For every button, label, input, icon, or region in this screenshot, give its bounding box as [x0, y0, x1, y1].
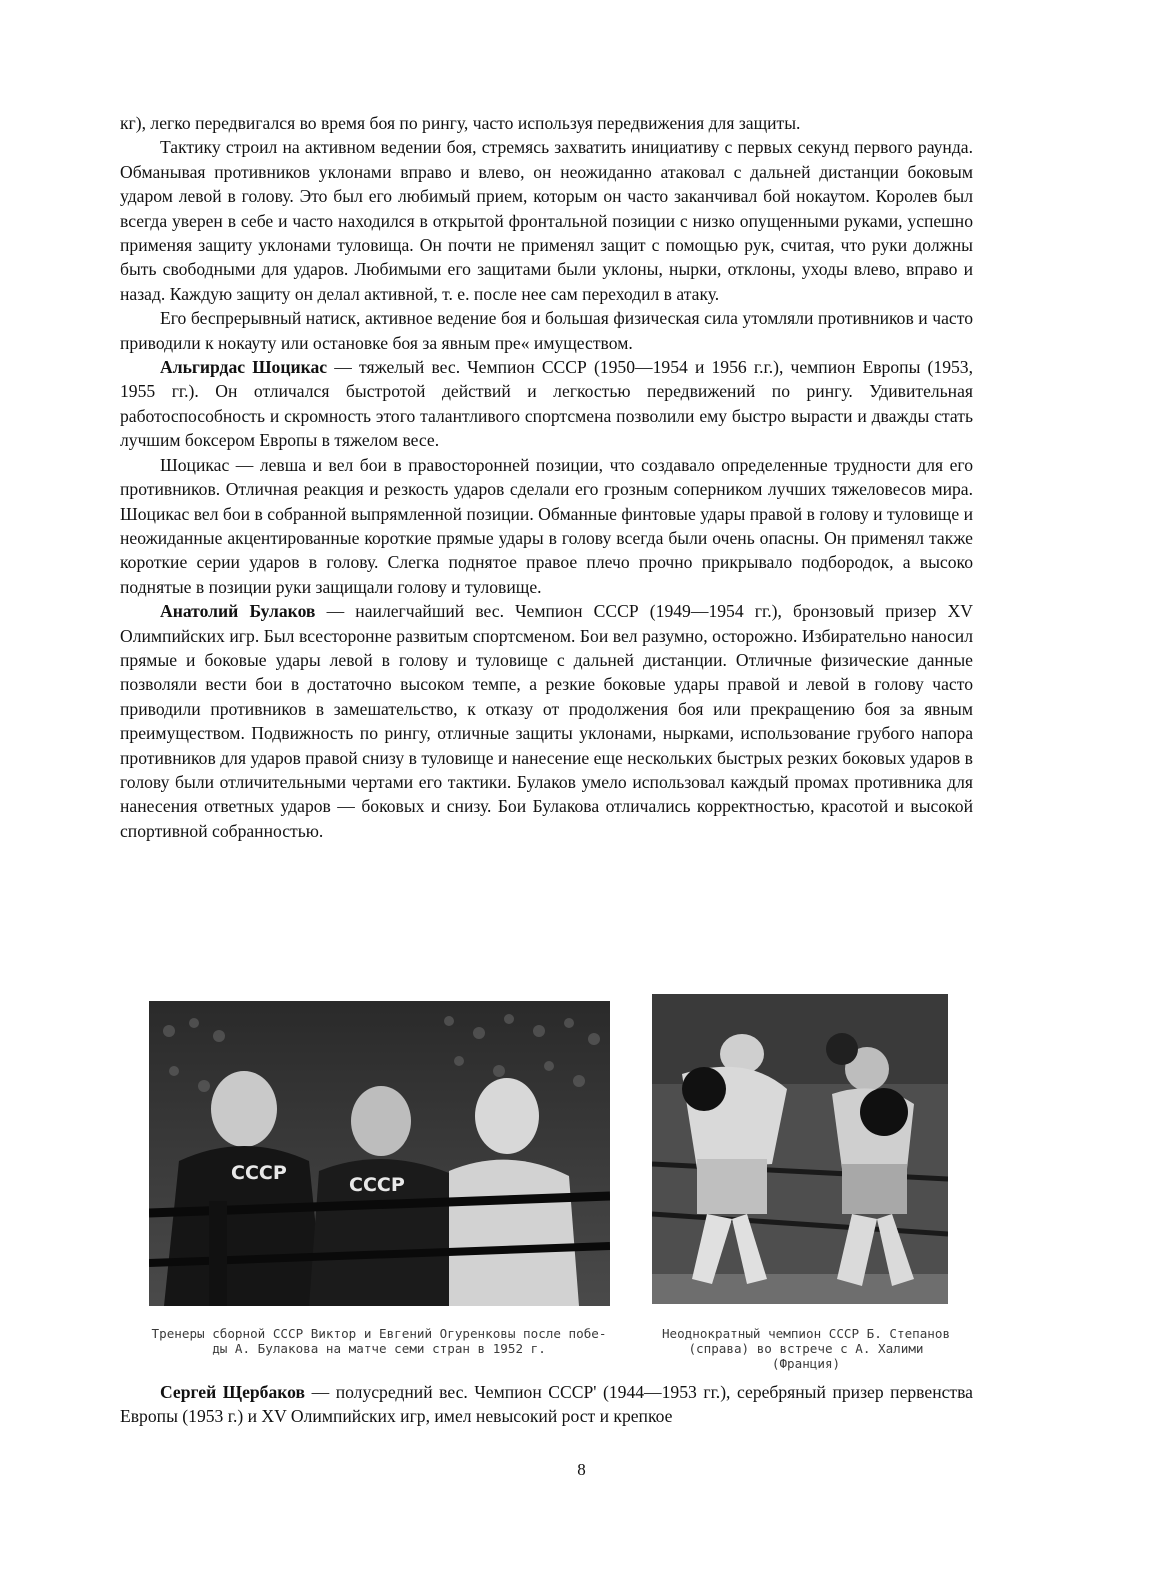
boxer-name-bulakov: Анатолий Булаков: [160, 601, 316, 622]
coaches-photo: [149, 1001, 610, 1306]
jersey-text-left: СССР: [231, 1162, 287, 1184]
boxer-name-shotsikas: Альгирдас Шоцикас: [160, 357, 328, 378]
coaches-photo-caption: Тренеры сборной СССР Виктор и Евгений Огуренковы после побе- ды А. Булакова на матче семи стран в 1952 г.: [151, 1326, 607, 1356]
paragraph-1: кг), легко передвигался во время боя по рингу, часто используя передвижения для защиты.: [120, 113, 801, 133]
bottom-text: [120, 1380, 973, 1429]
page-number: 8: [577, 1460, 586, 1479]
main-text: [120, 111, 973, 843]
paragraph-bulakov: Анатолий Булаков — наилегчайший вес. Чемпион СССР (1949—1954 гг.), бронзовый призер XV Олимпийских игр. Был всесторонне развитым спортсменом. Бои вел разумно, осторожно. Избирательно наносил прямые и боковые удары левой в голову и туловище с дальней дистанции. Отличные физические данные позволяли вести бои в достаточно высоком темпе, а резкие боковые удары правой и левой в голову часто приводили противников в замешательство, к отказу от продолжения боя или прекращению боя за явным преимуществом. Подвижность по рингу, отличные защиты уклонами, нырками, использование грубого напора противников для ударов правой снизу в туловище и нанесение еще нескольких быстрых резких боковых ударов в голову были отличительными чертами его тактики. Булаков умело использовал каждый промах противника для нанесения ответных ударов — боковых и снизу. Бои Булакова отличались корректностью, красотой и высокой спортивной собранностью.: [120, 601, 974, 841]
paragraph-5: Шоцикас — левша и вел бои в правосторонней позиции, что создавало определенные трудности для его противников. Отличная реакция и резкость ударов сделали его грозным соперником лучших тяжеловесов мира. Шоцикас вел бои в собранной выпрямленной позиции. Обманные финтовые удары правой в голову и туловище и неожиданные акцентированные короткие прямые удары в голову всегда были очень опасны. Он применял также короткие серии ударов в голову. Слегка поднятое правое плечо прочно прикрывало подбородок, а высоко поднятые в позиции руки защищали голову и туловище.: [120, 454, 973, 597]
paragraph-3: Его беспрерывный натиск, активное ведение боя и большая физическая сила утомляли противников и часто приводили к нокауту или остановке боя за явным пре« имуществом.: [120, 308, 973, 353]
jersey-text-right: СССР: [349, 1174, 405, 1196]
boxer-name-shcherbakov: Сергей Щербаков: [160, 1382, 306, 1402]
boxing-match-photo-caption: Неоднократный чемпион СССР Б. Степанов (справа) во встрече с А. Халими (Франция): [661, 1326, 951, 1371]
boxing-match-photo: [652, 994, 948, 1304]
paragraph-shotsikas: Альгирдас Шоцикас — тяжелый вес. Чемпион СССР (1950—1954 и 1956 г.г.), чемпион Европы (1953, 1955 гг.). Он отличался быстротой действий и легкостью передвижений по рингу. Удивительная работоспособность и скромность этого талантливого спортсмена позволили ему быстро вырасти и дважды стать лучшим боксером Европы в тяжелом весе.: [120, 357, 973, 451]
paragraph-2: Тактику строил на активном ведении боя, стремясь захватить инициативу с первых секунд первого раунда. Обманывая противников уклонами вправо и влево, он неожиданно атаковал с дальней дистанции боковым ударом левой в голову. Это был его любимый прием, которым он часто заканчивал бой нокаутом. Королев был всегда уверен в себе и часто находился в открытой фронтальной позиции с низко опущенными руками, успешно применяя защиту уклонами туловища. Он почти не применял защит с помощью рук, считая, что руки должны быть свободными для ударов. Любимыми его защитами были уклоны, нырки, отклоны, уходы влево, вправо и назад. Каждую защиту он делал активной, т. е. после нее сам переходил в атаку.: [120, 137, 973, 304]
paragraph-shcherbakov: Сергей Щербаков — полусредний вес. Чемпион СССР' (1944—1953 гг.), серебряный призер первенства Европы (1953 г.) и XV Олимпийских игр, имел невысокий рост и крепкое: [120, 1382, 973, 1427]
